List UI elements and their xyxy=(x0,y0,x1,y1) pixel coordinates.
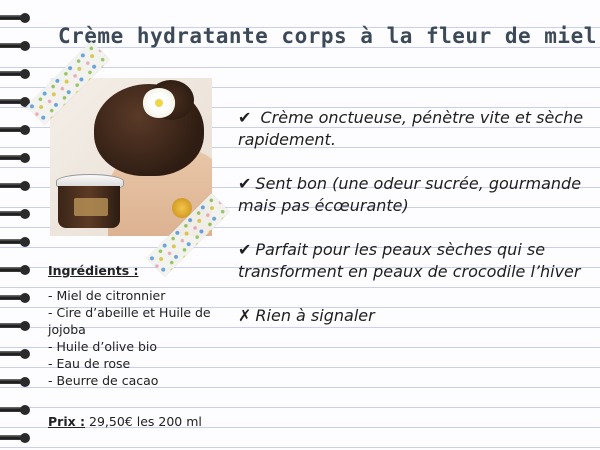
product-photo xyxy=(50,78,212,236)
flower-icon xyxy=(142,88,176,118)
ingredient-item: - Beurre de cacao xyxy=(48,373,159,388)
price-line xyxy=(48,414,202,429)
ingredient-item: - Eau de rose xyxy=(48,356,131,371)
spiral-ring xyxy=(0,40,38,52)
review-point xyxy=(238,173,588,217)
review-point xyxy=(238,107,588,151)
check-mark-icon: ✔ xyxy=(238,240,252,259)
spiral-ring xyxy=(0,320,38,332)
spiral-ring xyxy=(0,348,38,360)
review-point xyxy=(238,239,588,283)
ingredient-item: - Miel de citronnier xyxy=(48,288,166,303)
spiral-ring xyxy=(0,376,38,388)
review-points xyxy=(238,107,588,349)
spiral-ring xyxy=(0,236,38,248)
cream-jar-label xyxy=(74,198,108,216)
price-label: Prix : xyxy=(48,414,86,429)
spiral-ring xyxy=(0,68,38,80)
spiral-ring xyxy=(0,208,38,220)
ingredient-item: - Cire d’abeille et Huile de jojoba xyxy=(48,305,211,337)
page-title: Crème hydratante corps à la fleur de miel xyxy=(58,24,597,48)
spiral-ring xyxy=(0,264,38,276)
review-point-text: Parfait pour les peaux sèches qui se transforment en peaux de crocodile l’hiver xyxy=(238,240,581,281)
check-mark-icon: ✔ xyxy=(238,174,252,193)
cross-mark-icon: ✗ xyxy=(238,306,252,325)
ingredients-heading: Ingrédients : xyxy=(48,263,139,278)
cream-jar xyxy=(56,174,122,230)
price-value: 29,50€ les 200 ml xyxy=(85,414,202,429)
review-point xyxy=(238,305,588,327)
review-point-text: Sent bon (une odeur sucrée, gourmande mais pas écœurante) xyxy=(238,174,582,215)
spiral-ring xyxy=(0,404,38,416)
spiral-binding xyxy=(0,0,44,450)
review-point-text: Crème onctueuse, pénètre vite et sèche rapidement. xyxy=(238,108,584,149)
spiral-ring xyxy=(0,124,38,136)
spiral-ring xyxy=(0,432,38,444)
spiral-ring xyxy=(0,180,38,192)
review-point-text: Rien à signaler xyxy=(255,306,375,325)
spiral-ring xyxy=(0,292,38,304)
spiral-ring xyxy=(0,152,38,164)
check-mark-icon: ✔ xyxy=(238,108,252,127)
spiral-ring xyxy=(0,12,38,24)
ingredients-block xyxy=(48,262,223,389)
ingredient-item: - Huile d’olive bio xyxy=(48,339,158,354)
ingredients-list xyxy=(48,287,223,389)
